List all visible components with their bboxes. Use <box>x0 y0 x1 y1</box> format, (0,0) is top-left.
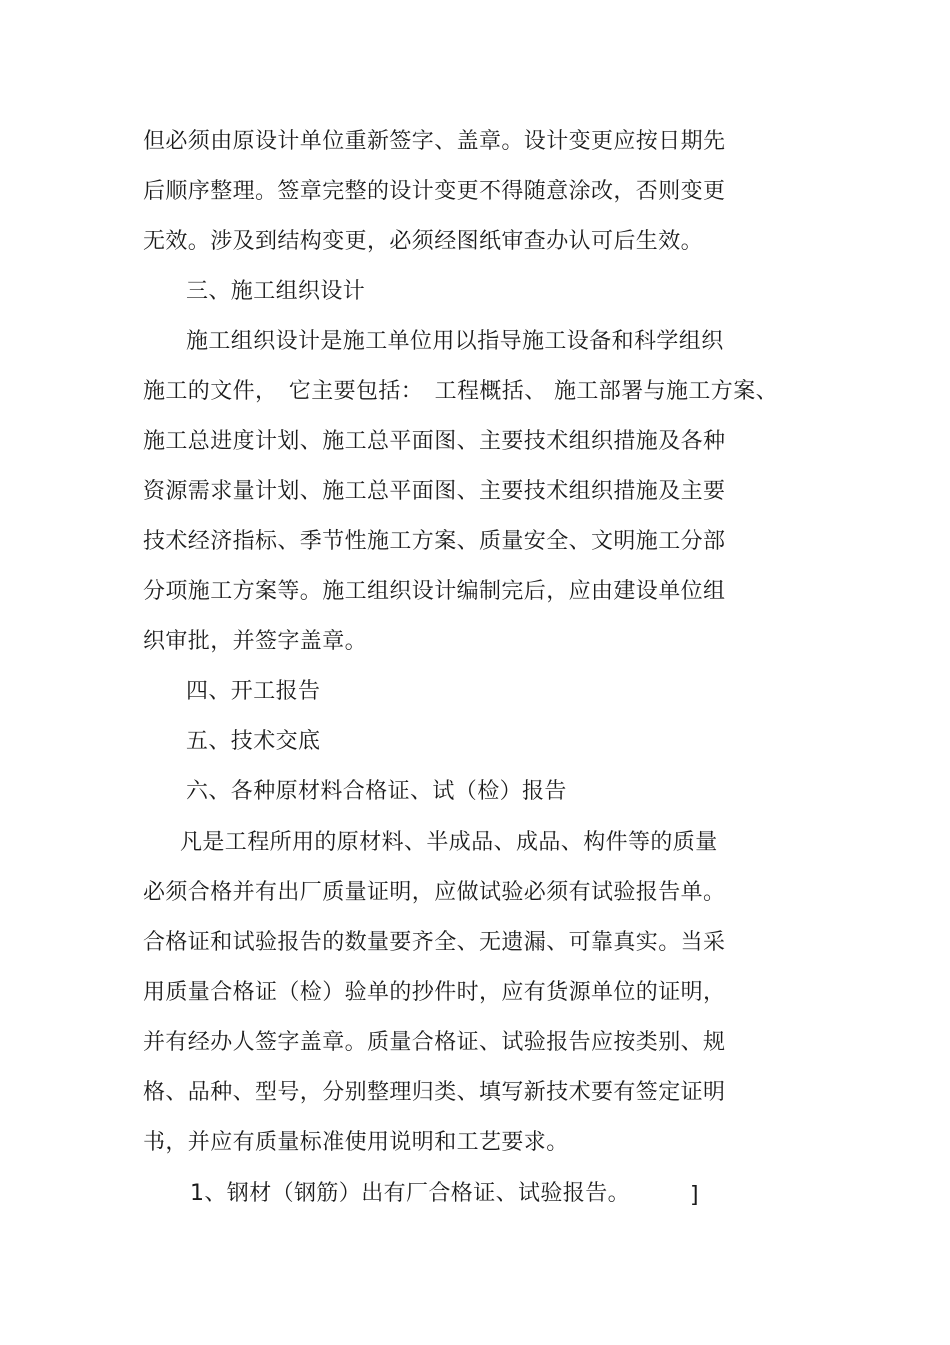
body-text-line: 书，并应有质量标准使用说明和工艺要求。 <box>143 1130 569 1155</box>
section-heading: 四、开工报告 <box>186 679 321 704</box>
body-text-line: 施工总进度计划、施工总平面图、主要技术组织措施及各种 <box>143 429 726 454</box>
body-text-line: 施工的文件， 它主要包括： 工程概括、 施工部署与施工方案、 <box>143 379 778 404</box>
body-text-line: 施工组织设计是施工单位用以指导施工设备和科学组织 <box>186 329 724 354</box>
list-item: 1、钢材（钢筋）出有厂合格证、试验报告。 <box>190 1181 630 1206</box>
section-heading: 三、施工组织设计 <box>186 279 366 304</box>
body-text-line: 格、品种、型号，分别整理归类、填写新技术要有签定证明 <box>143 1080 726 1105</box>
body-text-line: 并有经办人签字盖章。质量合格证、试验报告应按类别、规 <box>143 1030 726 1055</box>
section-heading: 六、各种原材料合格证、试（检）报告 <box>186 779 567 804</box>
body-text-line: 用质量合格证（检）验单的抄件时，应有货源单位的证明， <box>143 980 726 1005</box>
section-heading: 五、技术交底 <box>186 729 321 754</box>
bracket-mark: ] <box>690 1183 699 1208</box>
body-text-line: 技术经济指标、季节性施工方案、质量安全、文明施工分部 <box>143 529 726 554</box>
body-text-line: 凡是工程所用的原材料、半成品、成品、构件等的质量 <box>180 830 718 855</box>
body-text-line: 后顺序整理。签章完整的设计变更不得随意涂改，否则变更 <box>143 179 726 204</box>
body-text-line: 但必须由原设计单位重新签字、盖章。设计变更应按日期先 <box>143 129 726 154</box>
body-text-line: 合格证和试验报告的数量要齐全、无遗漏、可靠真实。当采 <box>143 930 726 955</box>
body-text-line: 无效。涉及到结构变更，必须经图纸审查办认可后生效。 <box>143 229 704 254</box>
body-text-line: 必须合格并有出厂质量证明，应做试验必须有试验报告单。 <box>143 880 726 905</box>
body-text-line: 分项施工方案等。施工组织设计编制完后，应由建设单位组 <box>143 579 726 604</box>
body-text-line: 织审批，并签字盖章。 <box>143 629 368 654</box>
body-text-line: 资源需求量计划、施工总平面图、主要技术组织措施及主要 <box>143 479 726 504</box>
